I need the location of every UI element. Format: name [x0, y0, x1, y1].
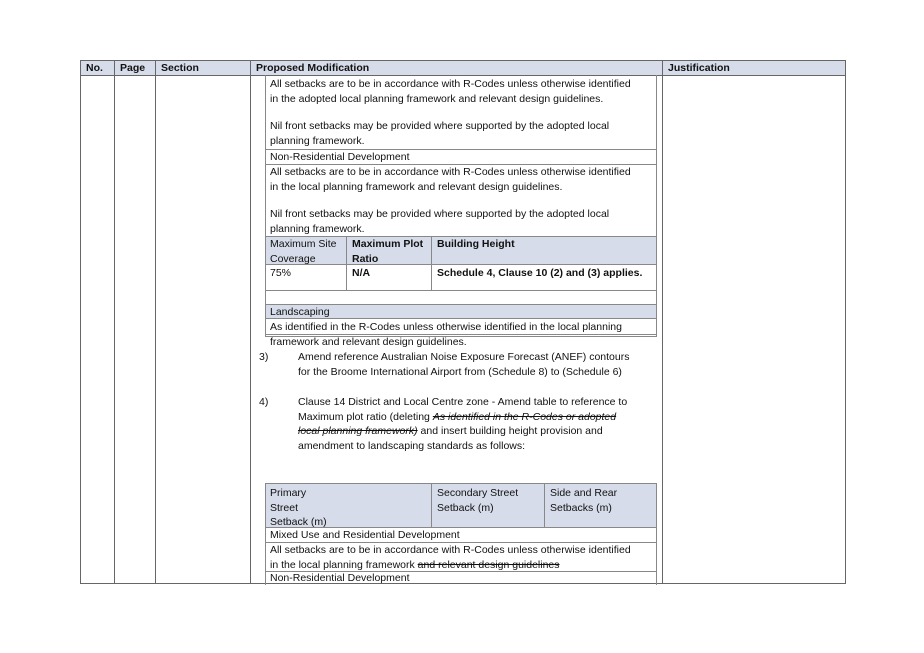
mixed-use-heading-row — [266, 528, 656, 543]
column-divider — [662, 61, 663, 583]
max-plot-ratio-header: Maximum Plot Ratio — [352, 238, 424, 265]
landscaping-border — [265, 305, 657, 335]
building-height-header: Building Height — [437, 238, 515, 250]
non-residential-heading: Non-Residential Development — [270, 151, 410, 163]
setbacks-table-mixed-use — [265, 483, 657, 585]
deleted-text: local planning framework) — [298, 425, 418, 437]
primary-street-setback-header: Primary Street Setback (m) — [270, 487, 327, 528]
header-section: Section — [161, 62, 199, 74]
setbacks-table-residential — [265, 75, 657, 348]
deleted-text: As identified in the R-Codes or adopted — [432, 410, 617, 423]
cell-divider — [544, 484, 545, 527]
coverage-header-row — [266, 237, 656, 265]
mixed-use-setbacks-text: All setbacks are to be in accordance with R-Codes unless otherwise identified in the local planning framework and relevant design guidelines — [270, 544, 631, 571]
item-3-number: 3) — [259, 351, 269, 363]
non-residential-heading: Non-Residential Development — [270, 572, 410, 584]
max-plot-ratio-value: N/A — [352, 267, 371, 279]
max-site-coverage-value: 75% — [270, 267, 292, 279]
item-3-text: Amend reference Australian Noise Exposure Forecast (ANEF) contours for the Broome International Airport from (Schedule 8) to (Schedule 6) — [298, 351, 630, 378]
item-4-text: Clause 14 District and Local Centre zone - Amend table to reference to Maximum plot ratio (deleting As identified in the R-Codes or adopted local planning framework) and insert building height provision and amendment to landscaping standards as follows: — [298, 396, 628, 452]
cell-divider — [346, 237, 347, 264]
secondary-street-setback-header: Secondary Street Setback (m) — [437, 487, 519, 514]
modification-table — [80, 60, 846, 584]
cell-divider — [346, 265, 347, 290]
cell-divider — [431, 237, 432, 264]
header-justification: Justification — [668, 62, 730, 74]
column-divider — [155, 61, 156, 583]
residential-setbacks-row — [266, 75, 656, 150]
item-4-number: 4) — [259, 396, 269, 408]
header-page: Page — [120, 62, 146, 74]
header-no: No. — [86, 62, 103, 74]
mixed-use-heading: Mixed Use and Residential Development — [270, 529, 460, 541]
non-residential-setbacks-row — [266, 165, 656, 237]
setbacks-header-row — [266, 484, 656, 528]
max-site-coverage-header: Maximum Site Coverage — [270, 238, 337, 265]
deleted-text: and relevant design guidelines — [417, 558, 560, 571]
coverage-values-row — [266, 265, 656, 291]
mixed-use-setbacks-row — [266, 543, 656, 572]
landscaping-text: As identified in the R-Codes unless otherwise identified in the local planning framework and relevant design guidelines. — [270, 321, 622, 348]
column-divider — [114, 61, 115, 583]
residential-setbacks-text: All setbacks are to be in accordance with R-Codes unless otherwise identified in the adopted local planning framework and relevant design guidelines. Nil front setbacks may be provided where supported by the adopted local planning framework. — [270, 78, 631, 147]
building-height-value: Schedule 4, Clause 10 (2) and (3) applies. — [437, 267, 643, 279]
landscaping-heading: Landscaping — [270, 306, 330, 318]
cell-divider — [431, 484, 432, 527]
non-residential-setbacks-text: All setbacks are to be in accordance with R-Codes unless otherwise identified in the local planning framework and relevant design guidelines. Nil front setbacks may be provided where supported by the adopted local planning framework. — [270, 166, 631, 235]
non-residential-heading-row — [266, 150, 656, 165]
cell-divider — [431, 265, 432, 290]
header-proposed-modification: Proposed Modification — [256, 62, 370, 74]
table-header-row — [81, 61, 845, 76]
column-divider — [250, 61, 251, 583]
side-rear-setbacks-header: Side and Rear Setbacks (m) — [550, 487, 618, 514]
non-residential-heading-row-b — [266, 572, 656, 586]
